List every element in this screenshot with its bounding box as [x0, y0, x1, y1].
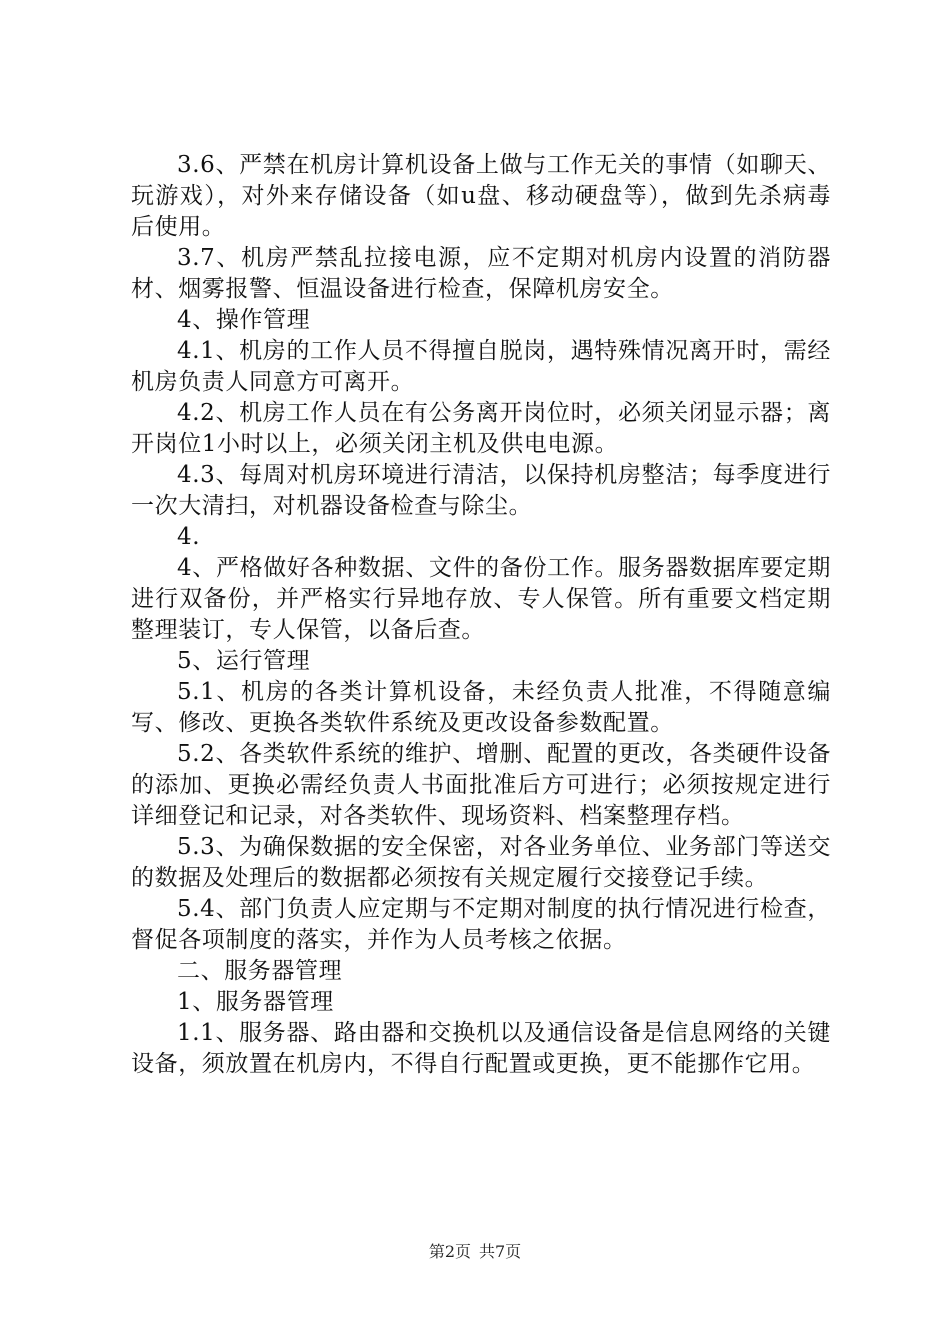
document-body — [131, 150, 831, 1080]
paragraph-5-3: 5.3、为确保数据的安全保密，对各业务单位、业务部门等送交的数据及处理后的数据都必须按有关规定履行交接登记手续。 — [131, 834, 831, 891]
page-footer — [0, 1242, 950, 1262]
page-number-total: 共7页 — [479, 1242, 522, 1261]
paragraph-5-2: 5.2、各类软件系统的维护、增删、配置的更改，各类硬件设备的添加、更换必需经负责人书面批准后方可进行；必须按规定进行详细登记和记录，对各类软件、现场资料、档案整理存档。 — [131, 741, 831, 829]
paragraph-5-4: 5.4、部门负责人应定期与不定期对制度的执行情况进行检查，督促各项制度的落实，并作为人员考核之依据。 — [131, 896, 831, 953]
section-heading-server: 1、服务器管理 — [177, 989, 334, 1015]
paragraph-5-1: 5.1、机房的各类计算机设备，未经负责人批准，不得随意编写、修改、更换各类软件系统及更改设备参数配置。 — [131, 679, 831, 736]
paragraph-4-fragment: 4. — [177, 524, 201, 550]
paragraph-4-backup: 4、严格做好各种数据、文件的备份工作。服务器数据库要定期进行双备份，并严格实行异地存放、专人保管。所有重要文档定期整理装订，专人保管，以备后查。 — [131, 555, 831, 643]
page-number-current: 第2页 — [428, 1242, 471, 1261]
paragraph-3-7: 3.7、机房严禁乱拉接电源，应不定期对机房内设置的消防器材、烟雾报警、恒温设备进行检查，保障机房安全。 — [131, 245, 831, 302]
paragraph-1-1: 1.1、服务器、路由器和交换机以及通信设备是信息网络的关键设备，须放置在机房内，不得自行配置或更换，更不能挪作它用。 — [131, 1020, 831, 1077]
paragraph-4-3: 4.3、每周对机房环境进行清洁，以保持机房整洁；每季度进行一次大清扫，对机器设备检查与除尘。 — [131, 462, 831, 519]
chapter-heading-server: 二、服务器管理 — [177, 958, 343, 984]
section-heading-runtime: 5、运行管理 — [177, 648, 311, 674]
section-heading-operation: 4、操作管理 — [177, 307, 311, 333]
paragraph-3-6: 3.6、严禁在机房计算机设备上做与工作无关的事情（如聊天、玩游戏），对外来存储设备（如u盘、移动硬盘等），做到先杀病毒后使用。 — [131, 152, 831, 240]
paragraph-4-2: 4.2、机房工作人员在有公务离开岗位时，必须关闭显示器；离开岗位1小时以上，必须关闭主机及供电电源。 — [131, 400, 831, 457]
paragraph-4-1: 4.1、机房的工作人员不得擅自脱岗，遇特殊情况离开时，需经机房负责人同意方可离开。 — [131, 338, 831, 395]
